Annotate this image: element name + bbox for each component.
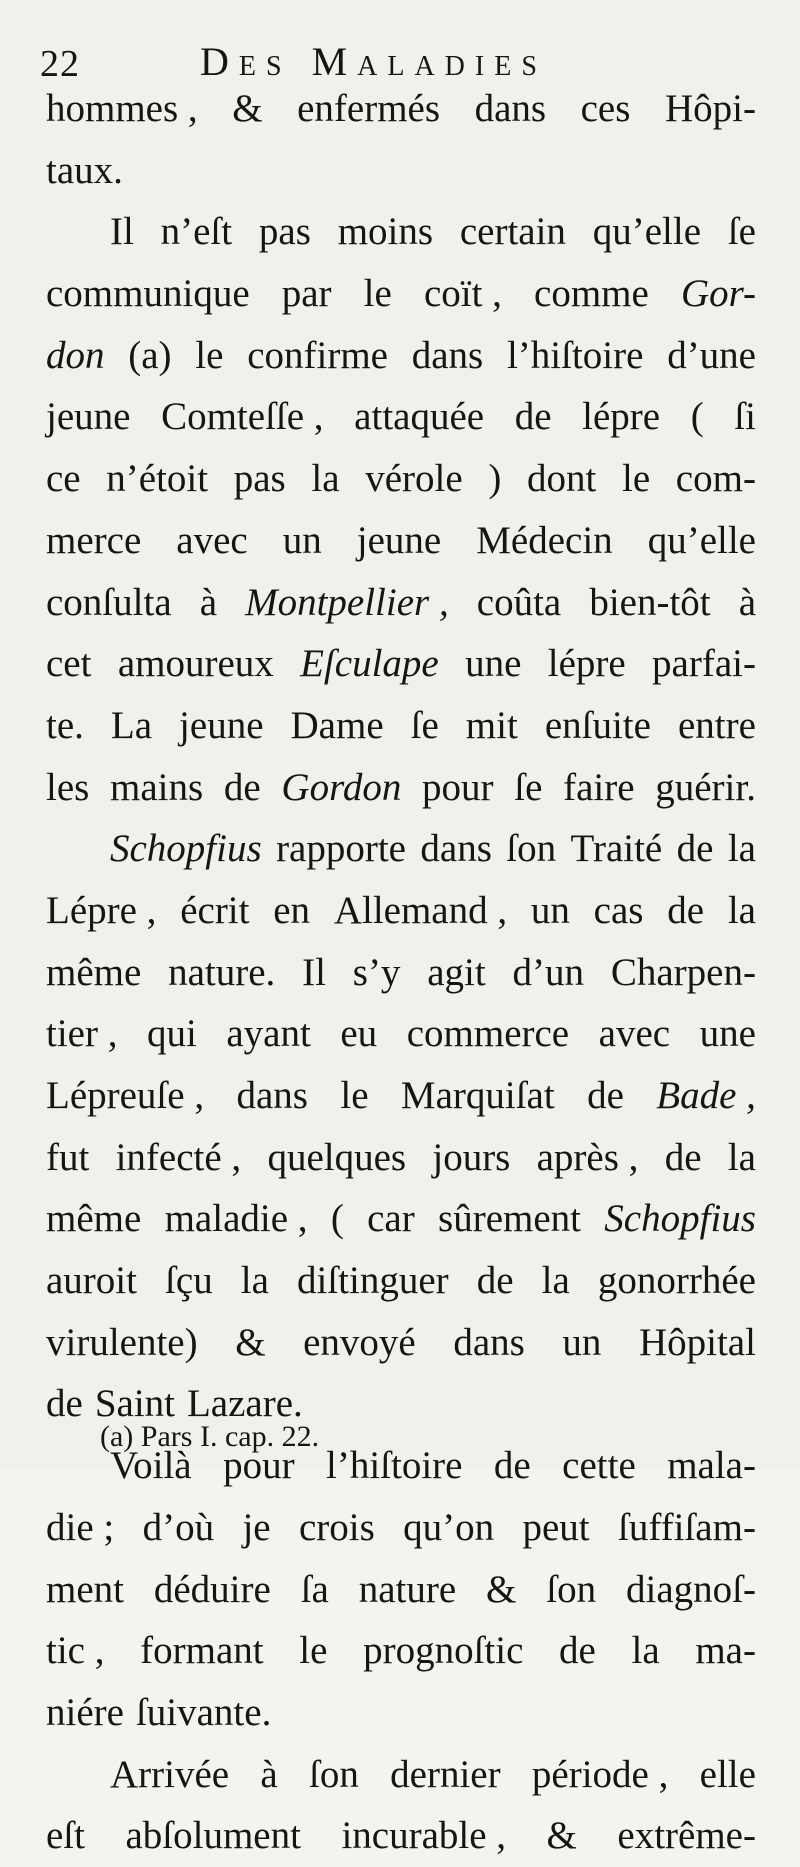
word: don: [46, 333, 105, 377]
word: de: [587, 1074, 624, 1117]
text-line: [46, 448, 756, 510]
text-line: [46, 1805, 756, 1867]
word: Eſculape: [300, 642, 439, 686]
word: (: [690, 395, 704, 439]
word: Comteſſe ,: [161, 395, 324, 439]
text-line: [46, 78, 756, 140]
text-line: [46, 510, 756, 572]
word: Schopfius: [604, 1197, 756, 1241]
word: une: [465, 642, 522, 686]
word: abſolument: [125, 1814, 301, 1858]
word: le: [363, 272, 392, 316]
word: ces: [580, 87, 631, 130]
word: de: [476, 1259, 514, 1303]
word: cet: [46, 642, 92, 686]
word: de: [664, 1135, 702, 1179]
word: dont: [526, 457, 597, 501]
word: Lépreuſe ,: [46, 1074, 205, 1117]
word: le: [621, 457, 651, 501]
word: d’une: [667, 333, 756, 377]
text-line: [46, 942, 756, 1004]
word: fut: [46, 1135, 90, 1179]
text-line: [46, 1003, 756, 1065]
word: Gordon: [281, 765, 402, 809]
text-line: [46, 1682, 756, 1744]
word: nature: [358, 1567, 457, 1611]
text-line: [46, 633, 756, 695]
word: prognoſtic: [363, 1629, 524, 1673]
word: dans: [420, 827, 492, 871]
word: jeune: [356, 518, 442, 562]
word: lépre: [547, 642, 626, 686]
word: certain: [459, 210, 566, 254]
word: coûta: [476, 580, 562, 624]
word: bien-tôt: [589, 580, 711, 624]
text-line: [46, 1250, 756, 1312]
word: formant: [140, 1629, 264, 1673]
word: communique: [46, 272, 250, 316]
word: l’hiſtoire: [326, 1444, 463, 1488]
word: la: [541, 1259, 570, 1303]
word: virulente): [46, 1320, 198, 1364]
word: elle: [699, 1752, 756, 1796]
word: pas: [258, 210, 311, 254]
text-line: [46, 201, 756, 263]
word: extrême-: [617, 1814, 756, 1858]
word: je: [242, 1505, 271, 1549]
word: de: [223, 765, 261, 809]
word: diagnoſ-: [625, 1567, 756, 1611]
text-line: [46, 572, 756, 634]
word: d’un: [512, 950, 585, 994]
word: la: [311, 457, 340, 501]
word: mit: [465, 703, 518, 747]
word: dans: [474, 87, 547, 130]
word: merce: [46, 518, 142, 562]
word: à: [199, 580, 218, 624]
word: période ,: [531, 1752, 669, 1796]
word: par: [281, 272, 332, 316]
word: com-: [675, 457, 756, 501]
word: agit: [427, 950, 486, 994]
word: La: [110, 703, 153, 747]
word: avec: [176, 518, 248, 562]
word: taux.: [46, 148, 123, 192]
word: ſon: [506, 827, 557, 871]
word: de: [46, 1382, 83, 1426]
body-text: [46, 78, 756, 1867]
running-head: Des Maladies: [200, 39, 547, 84]
word: Il: [110, 210, 134, 254]
word: enſuite: [544, 703, 651, 747]
word: Allemand ,: [333, 888, 508, 932]
word: maladie ,: [164, 1197, 308, 1241]
word: ſuivante.: [135, 1690, 272, 1734]
word: infecté ,: [115, 1135, 242, 1179]
word: dans: [236, 1074, 308, 1117]
word: de: [676, 827, 714, 871]
text-line: [46, 325, 756, 387]
word: auroit: [46, 1259, 137, 1303]
word: dans: [411, 333, 484, 377]
word: Il: [302, 950, 326, 994]
word: enfermés: [297, 87, 441, 130]
text-line: [46, 1312, 756, 1374]
word: la: [727, 1135, 756, 1179]
text-line: [46, 818, 756, 880]
word: avec: [598, 1012, 671, 1056]
word: te.: [46, 703, 84, 747]
word: n’eſt: [160, 210, 233, 254]
word: eſt: [46, 1814, 85, 1858]
word: hommes ,: [46, 87, 198, 130]
word: comme: [534, 272, 649, 316]
word: guérir.: [655, 765, 756, 809]
word: &: [546, 1814, 577, 1858]
word: un: [282, 518, 322, 562]
word: rapporte: [276, 827, 406, 871]
word: incurable ,: [341, 1814, 507, 1858]
word: un: [530, 888, 570, 932]
text-line: [46, 1744, 756, 1806]
word: en: [273, 888, 311, 932]
word: die ;: [46, 1505, 115, 1549]
word: &: [486, 1567, 517, 1611]
word: Hôpi-: [664, 87, 756, 130]
text-line: [46, 695, 756, 757]
word: tier ,: [46, 1012, 118, 1056]
word: attaquée: [354, 395, 485, 439]
word: confirme: [247, 333, 388, 377]
word: Dame: [290, 703, 384, 747]
word: ſi: [734, 395, 756, 439]
word: la: [240, 1259, 269, 1303]
word: vérole: [365, 457, 463, 501]
text-line: [46, 1127, 756, 1189]
word: &: [235, 1320, 266, 1364]
word: mala-: [667, 1444, 756, 1488]
word: Arrivée: [110, 1752, 230, 1796]
word: le: [299, 1629, 328, 1673]
word: Montpellier ,: [245, 580, 449, 624]
word: la: [631, 1629, 660, 1673]
word: pas: [233, 457, 286, 501]
text-line: [46, 1065, 756, 1127]
word: qu’elle: [647, 518, 756, 562]
word: cette: [562, 1444, 636, 1488]
word: crois: [298, 1505, 375, 1549]
word: faire: [563, 765, 635, 809]
text-line: [46, 1559, 756, 1621]
word: Voilà: [110, 1444, 192, 1488]
word: pour: [422, 765, 494, 809]
word: ment: [46, 1567, 124, 1611]
word: jeune: [46, 395, 131, 439]
word: diſtinguer: [297, 1259, 449, 1303]
page-number: 22: [40, 43, 80, 85]
word: s’y: [352, 950, 401, 994]
word: après ,: [536, 1135, 639, 1179]
word: niére: [46, 1690, 124, 1734]
word: pour: [223, 1444, 295, 1488]
word: à: [738, 580, 756, 624]
word: dans: [453, 1320, 525, 1364]
word: qu’elle: [592, 210, 702, 254]
word: ſuffiſam-: [618, 1505, 756, 1549]
word: sûrement: [438, 1197, 581, 1241]
word: Charpen-: [610, 950, 756, 994]
word: ſe: [727, 210, 756, 254]
word: une: [699, 1012, 756, 1056]
word: la: [727, 827, 756, 871]
word: Lépre ,: [46, 888, 157, 932]
word: parfai-: [652, 642, 756, 686]
word: écrit: [180, 888, 250, 932]
word: gonorrhée: [597, 1259, 756, 1303]
text-line: [46, 1620, 756, 1682]
text-line: [46, 140, 756, 202]
word: de: [493, 1444, 531, 1488]
word: un: [562, 1320, 602, 1364]
word: Saint: [94, 1382, 175, 1426]
word: ſe: [514, 765, 543, 809]
word: mains: [110, 765, 204, 809]
word: lépre: [582, 395, 661, 439]
word: eu: [340, 1012, 378, 1056]
word: moins: [337, 210, 434, 254]
word: ce: [46, 457, 81, 501]
word: peut: [522, 1505, 590, 1549]
word: conſulta: [46, 580, 172, 624]
word: tic ,: [46, 1629, 105, 1673]
word: Lazare.: [186, 1382, 303, 1426]
text-line: [46, 757, 756, 819]
word: l’hiſtoire: [506, 333, 644, 377]
word: coït ,: [423, 272, 502, 316]
word: (: [330, 1197, 344, 1241]
word: la: [727, 888, 756, 932]
word: quelques: [267, 1135, 407, 1179]
word: même: [46, 1197, 142, 1241]
word: ſçu: [165, 1259, 213, 1303]
word: de: [559, 1629, 596, 1673]
word: Bade ,: [656, 1074, 756, 1117]
word: (a): [128, 333, 172, 377]
word: Hôpital: [638, 1320, 756, 1364]
word: car: [367, 1197, 415, 1241]
word: &: [232, 87, 263, 130]
word: ſa: [300, 1567, 329, 1611]
word: ſon: [309, 1752, 359, 1796]
word: même: [46, 950, 142, 994]
text-line: [46, 1497, 756, 1559]
word: ſon: [546, 1567, 597, 1611]
word: qu’on: [403, 1505, 495, 1549]
text-line: [46, 1188, 756, 1250]
word: commerce: [406, 1012, 570, 1056]
word: les: [46, 765, 90, 809]
word: de: [514, 395, 552, 439]
text-line: [46, 880, 756, 942]
word: le: [340, 1074, 369, 1117]
word: Gor-: [680, 272, 756, 316]
word: ſe: [410, 703, 439, 747]
word: Traité: [570, 827, 663, 871]
word: le: [195, 333, 224, 377]
word: Schopfius: [110, 827, 262, 871]
word: à: [260, 1752, 278, 1796]
word: amoureux: [117, 642, 274, 686]
word: ayant: [226, 1012, 311, 1056]
word: n’étoit: [106, 457, 209, 501]
word: nature.: [168, 950, 276, 994]
word: jeune: [179, 703, 264, 747]
text-line: [46, 263, 756, 325]
word: ma-: [695, 1629, 756, 1673]
text-line: [46, 386, 756, 448]
word: ): [488, 457, 502, 501]
word: Marquiſat: [400, 1074, 555, 1117]
word: cas: [593, 888, 644, 932]
word: d’où: [142, 1505, 215, 1549]
word: Médecin: [476, 518, 613, 562]
word: entre: [677, 703, 756, 747]
word: de: [667, 888, 705, 932]
word: jours: [432, 1135, 511, 1179]
word: envoyé: [303, 1320, 416, 1364]
word: déduire: [153, 1567, 271, 1611]
word: dernier: [390, 1752, 501, 1796]
footnote: (a) Pars I. cap. 22.: [100, 1420, 320, 1453]
word: qui: [147, 1012, 197, 1056]
